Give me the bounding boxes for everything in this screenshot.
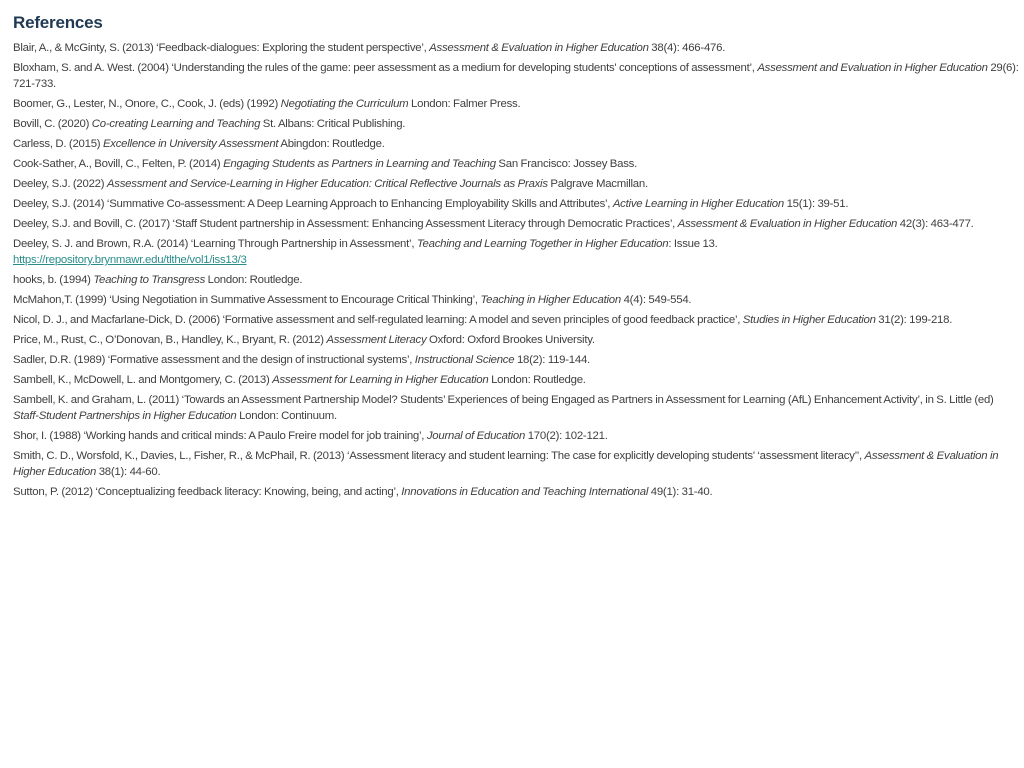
reference-details: 15(1): 39-51.	[783, 198, 849, 210]
reference-source-title: Journal of Education	[426, 430, 526, 442]
reference-details: London: Routledge.	[488, 374, 586, 386]
reference-details: 42(3): 463-477.	[897, 218, 974, 230]
reference-item	[13, 60, 1019, 92]
reference-details: San Francisco: Jossey Bass.	[495, 158, 638, 170]
reference-text: Sadler, D.R. (1989) ‘Formative assessment and the design of instructional systems’,	[13, 354, 415, 366]
reference-details: London: Continuum.	[236, 410, 337, 422]
reference-text: hooks, b. (1994)	[13, 274, 94, 286]
reference-source-title: Assessment & Evaluation in Higher Education	[13, 450, 999, 478]
reference-item	[13, 428, 1019, 444]
reference-item	[13, 236, 1019, 268]
reference-details: London: Falmer Press.	[408, 98, 521, 110]
reference-source-title: Engaging Students as Partners in Learning and Teaching	[223, 158, 496, 170]
reference-text: Sambell, K., McDowell, L. and Montgomery, C. (2013)	[13, 374, 273, 386]
reference-source-title: Co-creating Learning and Teaching	[91, 118, 261, 130]
reference-source-title: Assessment for Learning in Higher Education	[272, 374, 489, 386]
reference-source-title: Assessment Literacy	[326, 334, 427, 346]
reference-item	[13, 312, 1019, 328]
reference-text: Shor, I. (1988) ‘Working hands and critical minds: A Paulo Freire model for job training’,	[13, 430, 427, 442]
reference-text: Boomer, G., Lester, N., Onore, C., Cook, J. (eds) (1992)	[13, 98, 281, 110]
reference-item	[13, 216, 1019, 232]
reference-item	[13, 292, 1019, 308]
reference-text: Bloxham, S. and A. West. (2004) ‘Understanding the rules of the game: peer assessment as a medium for developing students' conceptions of assessment’,	[13, 62, 758, 74]
reference-details: 170(2): 102-121.	[525, 430, 608, 442]
reference-source-title: Teaching to Transgress	[93, 274, 206, 286]
reference-item	[13, 392, 1019, 424]
reference-source-title: Studies in Higher Education	[742, 314, 876, 326]
reference-details: 31(2): 199-218.	[875, 314, 953, 326]
reference-text: Nicol, D. J., and Macfarlane-Dick, D. (2006) ‘Formative assessment and self-regulated learning: A model and seven principles of good feedback practice’,	[13, 314, 743, 326]
reference-text: Price, M., Rust, C., O’Donovan, B., Handley, K., Bryant, R. (2012)	[13, 334, 327, 346]
reference-item	[13, 136, 1019, 152]
reference-details: Oxford: Oxford Brookes University.	[426, 334, 595, 346]
reference-item	[13, 272, 1019, 288]
reference-source-title: Excellence in University Assessment	[102, 138, 279, 150]
reference-source-title: Instructional Science	[414, 354, 515, 366]
reference-text: Deeley, S.J. (2022)	[13, 178, 107, 190]
reference-item	[13, 372, 1019, 388]
reference-text: Deeley, S. J. and Brown, R.A. (2014) ‘Learning Through Partnership in Assessment’,	[13, 238, 417, 250]
references-page	[13, 12, 1019, 504]
reference-text: Sutton, P. (2012) ‘Conceptualizing feedback literacy: Knowing, being, and acting’,	[13, 486, 402, 498]
reference-text: Bovill, C. (2020)	[13, 118, 92, 130]
reference-text: Smith, C. D., Worsfold, K., Davies, L., Fisher, R., & McPhail, R. (2013) ‘Assessment literacy and student learning: The case for explicitly developing students' ‘assessment literacy’’,	[13, 450, 865, 462]
reference-details: 29(6): 721-733.	[13, 62, 1019, 90]
reference-source-title: Teaching in Higher Education	[480, 294, 621, 306]
reference-item	[13, 116, 1019, 132]
reference-source-title: Teaching and Learning Together in Higher Education	[416, 238, 669, 250]
reference-source-title: Innovations in Education and Teaching International	[401, 486, 649, 498]
reference-item	[13, 40, 1019, 56]
reference-details: 38(4): 466-476.	[648, 42, 726, 54]
reference-link[interactable]: https://repository.brynmawr.edu/tlthe/vol1/iss13/3	[13, 254, 247, 266]
reference-item	[13, 176, 1019, 192]
reference-details: Palgrave Macmillan.	[547, 178, 648, 190]
reference-source-title: Staff-Student Partnerships in Higher Education	[13, 410, 237, 422]
reference-details: St. Albans: Critical Publishing.	[260, 118, 406, 130]
reference-source-title: Assessment and Service-Learning in Higher Education: Critical Reflective Journals as Praxis	[106, 178, 548, 190]
reference-item	[13, 352, 1019, 368]
page-title: References	[13, 13, 103, 32]
reference-text: Deeley, S.J. (2014) ‘Summative Co-assessment: A Deep Learning Approach to Enhancing Employability Skills and Attributes’,	[13, 198, 613, 210]
reference-source-title: Assessment & Evaluation in Higher Education	[429, 42, 649, 54]
reference-source-title: Assessment & Evaluation in Higher Education	[677, 218, 898, 230]
reference-details: London: Routledge.	[205, 274, 303, 286]
reference-text: Cook-Sather, A., Bovill, C., Felten, P. (2014)	[13, 158, 224, 170]
reference-text: Blair, A., & McGinty, S. (2013) ‘Feedback-dialogues: Exploring the student perspective’,	[13, 42, 430, 54]
reference-details: 49(1): 31-40.	[648, 486, 713, 498]
reference-details: 18(2): 119-144.	[514, 354, 590, 366]
reference-list	[13, 40, 1019, 500]
reference-source-title: Active Learning in Higher Education	[612, 198, 784, 210]
reference-details: 4(4): 549-554.	[620, 294, 692, 306]
reference-details: Abingdon: Routledge.	[278, 138, 385, 150]
reference-text: Carless, D. (2015)	[13, 138, 103, 150]
reference-source-title: Negotiating the Curriculum	[280, 98, 409, 110]
reference-item	[13, 96, 1019, 112]
reference-text: Deeley, S.J. and Bovill, C. (2017) ‘Staff Student partnership in Assessment: Enhancing Assessment Literacy through Democratic Practices’,	[13, 218, 678, 230]
reference-text: Sambell, K. and Graham, L. (2011) ‘Towards an Assessment Partnership Model? Students’ Experiences of being Engaged as Partners in Assessment for Learning (AfL) Enhancement Activity’, in S. Little (ed)	[13, 394, 994, 406]
reference-item	[13, 484, 1019, 500]
reference-item	[13, 448, 1019, 480]
reference-item	[13, 156, 1019, 172]
reference-text: McMahon,T. (1999) ‘Using Negotiation in Summative Assessment to Encourage Critical Thinking’,	[13, 294, 481, 306]
reference-source-title: Assessment and Evaluation in Higher Education	[757, 62, 988, 74]
reference-item	[13, 196, 1019, 212]
reference-item	[13, 332, 1019, 348]
reference-details: : Issue 13.	[668, 238, 718, 250]
reference-details: 38(1): 44-60.	[96, 466, 161, 478]
